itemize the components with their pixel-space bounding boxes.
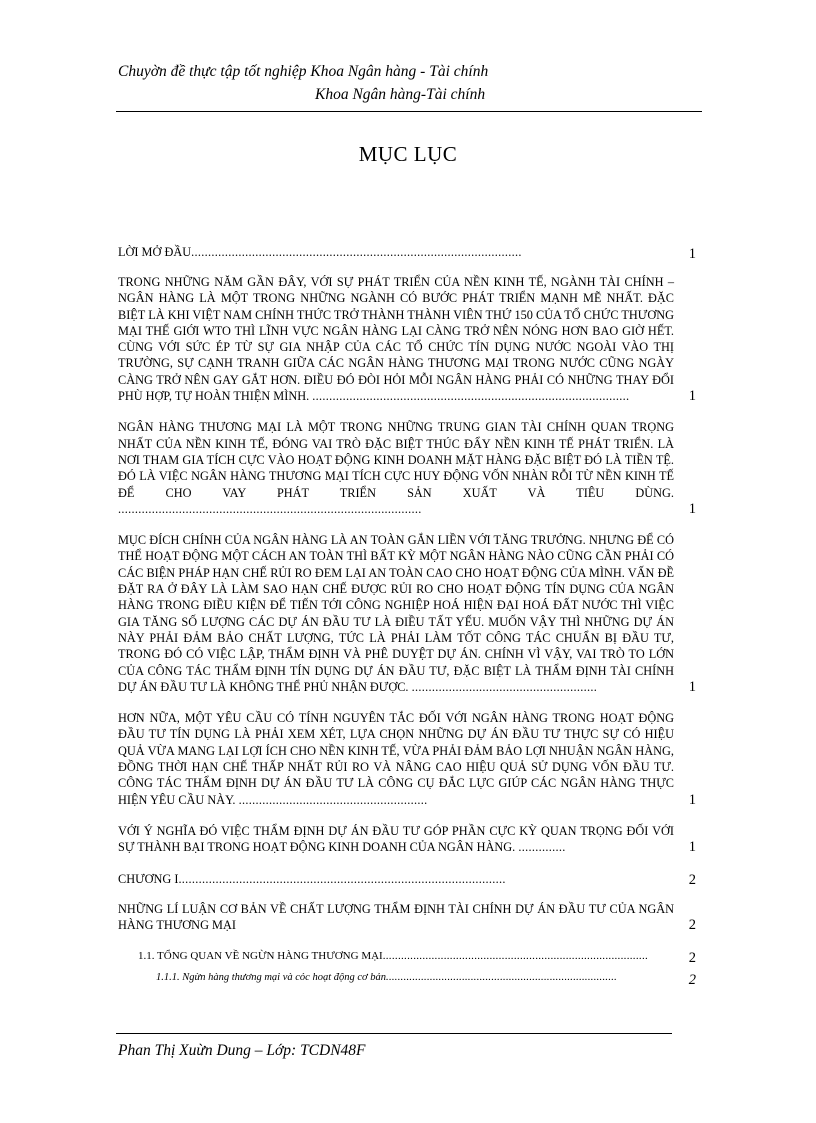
toc-entry[interactable] xyxy=(118,274,698,404)
toc-page-number: 1 xyxy=(688,500,696,517)
page-header xyxy=(118,60,698,106)
toc-page-number: 1 xyxy=(688,388,696,405)
toc-entry-text: TRONG NHỮNG NĂM GẦN ĐÂY, VỚI SỰ PHÁT TRIỂN CỦA NỀN KINH TẾ, NGÀNH TÀI CHÍNH – NGÂN HÀNG LÀ MỘT TRONG NHỮNG NGÀNH CÓ BƯỚC PHÁT TRIỂN MẠNH MẼ NHẤT. ĐẶC BIỆT LÀ KHI VIỆT NAM CHÍNH THỨC TRỞ THÀNH THÀNH VIÊN THỨ 150 CỦA TỔ CHỨC THƯƠNG MẠI THẾ GIỚI WTO THÌ LĨNH VỰC NGÂN HÀNG LẠI CÀNG TRỞ NÊN NÓNG HƠN BAO GIỜ HẾT. CÙNG VỚI SỨC ÉP TỪ SỰ GIA NHẬP CỦA CÁC TỔ CHỨC TÍN DỤNG NƯỚC NGOÀI VÀO THỊ TRƯỜNG, SỰ CẠNH TRANH GIỮA CÁC NGÂN HÀNG THƯƠNG MẠI TRONG NƯỚC CŨNG NGÀY CÀNG TRỞ NÊN GAY GẮT HƠN. ĐIỀU ĐÓ ĐÒI HỎI MỖI NGÂN HÀNG PHẢI CÓ NHỮNG THAY ĐỔI PHÙ HỢP, TỰ HOÀN THIỆN MÌNH. xyxy=(118,275,674,404)
table-of-contents xyxy=(118,244,698,1003)
toc-entry[interactable] xyxy=(118,823,698,856)
toc-entry-intro[interactable] xyxy=(118,244,698,262)
toc-page-number: 1 xyxy=(688,839,696,856)
toc-leader: .......................................................................................... xyxy=(118,501,422,516)
toc-entry-text: MỤC ĐÍCH CHÍNH CỦA NGÂN HÀNG LÀ AN TOÀN GẮN LIỀN VỚI TĂNG TRƯỞNG. NHƯNG ĐỂ CÓ THỂ HOẠT ĐỘNG MỘT CÁCH AN TOÀN THÌ BẤT KỲ MỘT NGÂN HÀNG NÀO CŨNG CẦN PHẢI CÓ CÁC BIỆN PHÁP HẠN CHẾ RỦI RO ĐEM LẠI AN TOÀN CAO CHO HOẠT ĐỘNG CỦA MÌNH. VẤN ĐỀ ĐẶT RA Ở ĐÂY LÀ LÀM SAO HẠN CHẾ ĐƯỢC RỦI RO CHO HOẠT ĐỘNG TÍN DỤNG CỦA NGÂN HÀNG TRONG ĐIỀU KIỆN ĐỂ TIẾN TỚI CÔNG NGHIỆP HOÁ HIỆN ĐẠI HOÁ ĐẤT NƯỚC THÌ VIỆC GIA TĂNG SỐ LƯỢNG CÁC DỰ ÁN ĐẦU TƯ LÀ ĐIỀU TẤT YẾU. MUỐN VẬY THÌ NHỮNG DỰ ÁN NÀY PHẢI ĐẢM BẢO CHẤT LƯỢNG, TỨC LÀ PHẢI LÀM TỐT CÔNG TÁC CHUẨN BỊ ĐẦU TƯ, TRONG ĐÓ CÓ VIỆC LẬP, THẨM ĐỊNH VÀ PHÊ DUYỆT DỰ ÁN. CHÍNH VÌ VẬY, VAI TRÒ TO LỚN CỦA CÔNG TÁC THẨM ĐỊNH TÍN DỤNG DỰ ÁN ĐẦU TƯ, ĐẶC BIỆT LÀ THẨM ĐỊNH TÀI CHÍNH DỰ ÁN ĐẦU TƯ LÀ KHÔNG THỂ PHỦ NHẬN ĐƯỢC. xyxy=(118,533,674,694)
toc-leader: .............. xyxy=(518,840,566,855)
toc-leader: ....................................................... xyxy=(411,679,598,694)
toc-page-number: 1 xyxy=(688,245,696,262)
toc-entry-text: NGÂN HÀNG THƯƠNG MẠI LÀ MỘT TRONG NHỮNG TRUNG GIAN TÀI CHÍNH QUAN TRỌNG NHẤT CỦA NỀN KINH TẾ, ĐÓNG VAI TRÒ ĐẶC BIỆT THÚC ĐẨY NỀN KINH TẾ PHÁT TRIỂN. LÀ NƠI THAM GIA TÍCH CỰC VÀO HOẠT ĐỘNG KINH DOANH MẶT HÀNG ĐẶC BIỆT ĐÓ LÀ TIỀN TỆ. ĐÓ LÀ VIỆC NGÂN HÀNG THƯƠNG MẠI TÍCH CỰC HUY ĐỘNG VỐN NHÀN RỖI TỪ NỀN KINH TẾ ĐỂ CHO VAY PHÁT TRIỂN SẢN XUẤT VÀ TIÊU DÙNG. xyxy=(118,420,674,500)
toc-page-number: 2 xyxy=(688,971,696,988)
page-title: MỤC LỤC xyxy=(358,142,458,166)
toc-leader: .................................................................................................. xyxy=(191,245,522,259)
toc-entry-text: 1.1. TỔNG QUAN VỀ NGỪN HÀNG THƯƠNG MẠI xyxy=(138,950,383,963)
toc-entry-text: NHỮNG LÍ LUẬN CƠ BẢN VỀ CHẤT LƯỢNG THẨM ĐỊNH TÀI CHÍNH DỰ ÁN ĐẦU TƯ CỦA NGÂN HÀNG THƯƠNG MẠI xyxy=(118,901,674,932)
toc-entry-text: 1.1.1. Ngừn hàng thương mại và cỏc hoạt động cơ bản xyxy=(156,972,387,984)
page-footer: Phan Thị Xuừn Dung – Lớp: TCDN48F xyxy=(118,1042,366,1059)
toc-entry-subsection[interactable] xyxy=(118,970,698,988)
toc-entry[interactable] xyxy=(118,419,698,517)
toc-entry[interactable] xyxy=(118,710,698,808)
header-rule xyxy=(116,111,702,112)
toc-page-number: 2 xyxy=(688,872,696,889)
toc-leader: ........................................................ xyxy=(238,792,428,807)
toc-entry-text: VỚI Ý NGHĨA ĐÓ VIỆC THẨM ĐỊNH DỰ ÁN ĐẦU TƯ GÓP PHẦN CỰC KỲ QUAN TRỌNG ĐỐI VỚI SỰ THÀNH BẠI TRONG HOẠT ĐỘNG KINH DOANH CỦA NGÂN HÀNG. xyxy=(118,823,674,855)
toc-entry-text: HƠN NỮA, MỘT YÊU CẦU CÓ TÍNH NGUYÊN TẮC ĐỐI VỚI NGÂN HÀNG TRONG HOẠT ĐỘNG ĐẦU TƯ TÍN DỤNG LÀ PHẢI XEM XÉT, LỰA CHỌN NHỮNG DỰ ÁN ĐẦU TƯ THỰC SỰ CÓ HIỆU QUẢ VỪA MANG LẠI LỢI ÍCH CHO NỀN KINH TẾ, VỪA PHẢI ĐẢM BẢO LỢI NHUẬN NGÂN HÀNG, ĐỒNG THỜI HẠN CHẾ THẤP NHẤT RỦI RO VÀ NÂNG CAO HIỆU QUẢ SỬ DỤNG VỐN ĐẦU TƯ. CÔNG TÁC THẨM ĐỊNH DỰ ÁN ĐẦU TƯ LÀ CÔNG CỤ ĐẮC LỰC GIÚP CÁC NGÂN HÀNG THỰC HIỆN YÊU CẦU NÀY. xyxy=(118,711,674,807)
toc-page-number: 1 xyxy=(688,791,696,808)
toc-entry-section[interactable] xyxy=(118,948,698,966)
toc-page-number: 2 xyxy=(688,916,696,933)
footer-rule xyxy=(116,1033,672,1034)
header-line-2: Khoa Ngân hàng-Tài chính xyxy=(315,86,486,103)
toc-leader: ................................................................................................. xyxy=(178,871,506,886)
toc-page-number: 2 xyxy=(688,949,696,966)
toc-entry[interactable] xyxy=(118,901,698,934)
toc-entry[interactable] xyxy=(118,532,698,695)
toc-leader: .............................................................................................. xyxy=(312,389,630,404)
toc-page-number: 1 xyxy=(688,678,696,695)
toc-entry-text: CHƯƠNG I xyxy=(118,871,179,886)
header-line-1: Chuyờn đề thực tập tốt nghiệp Khoa Ngân hàng - Tài chính xyxy=(118,63,489,80)
toc-leader: ....................................................................................... xyxy=(382,950,649,963)
toc-leader: ............................................................................... xyxy=(386,972,618,984)
toc-entry-text: LỜI MỞ ĐẦU xyxy=(118,245,192,259)
toc-entry-chapter[interactable] xyxy=(118,871,698,889)
